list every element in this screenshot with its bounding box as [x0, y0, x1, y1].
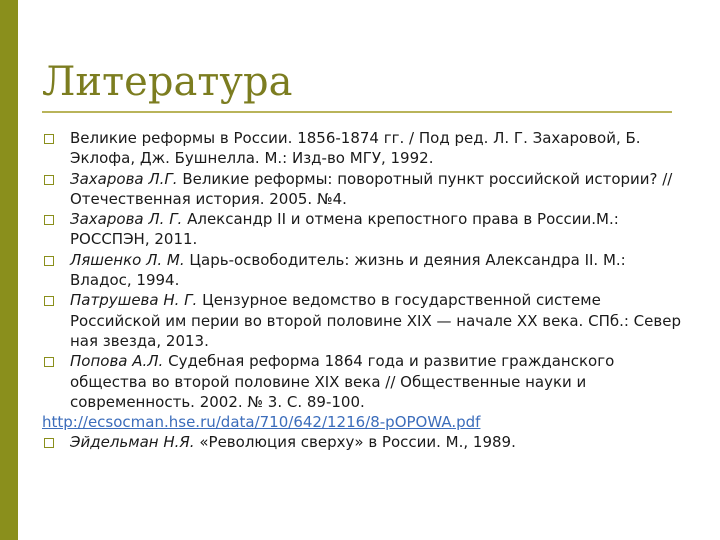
bibliography-item [42, 432, 692, 452]
source-link[interactable]: http://ecsocman.hse.ru/data/710/642/1216/8-pOPOWA.pdf [42, 413, 481, 432]
bibliography-item [42, 209, 692, 250]
slide-title: Литература [42, 59, 293, 105]
bibliography-list [42, 128, 692, 453]
hollow-square-bullet-icon [44, 256, 54, 266]
bibliography-item [42, 250, 692, 291]
item-author: Захарова Л.Г. [70, 169, 178, 188]
hollow-square-bullet-icon [44, 296, 54, 306]
item-author: Ляшенко Л. М. [70, 250, 185, 269]
bibliography-item [42, 128, 692, 169]
item-text: Великие реформы: поворотный пункт российской истории? // Отечественная история. 2005. №4. [70, 169, 673, 208]
item-author: Попова А.Л. [70, 352, 164, 371]
hollow-square-bullet-icon [44, 175, 54, 185]
hollow-square-bullet-icon [44, 438, 54, 448]
item-text: Великие реформы в России. 1856-1874 гг. / Под ред. Л. Г. Захаровой, Б. Эклофа, Дж. Бушнелла. М.: Изд-во МГУ, 1992. [70, 129, 641, 168]
bibliography-item [42, 290, 692, 351]
hollow-square-bullet-icon [44, 134, 54, 144]
item-author: Захарова Л. Г. [70, 210, 183, 229]
item-text: Царь-освободитель: жизнь и деяния Александра II. М.: Владос, 1994. [70, 250, 626, 290]
hollow-square-bullet-icon [44, 357, 54, 367]
bibliography-item [42, 351, 692, 412]
item-text: «Революция сверху» в России. М., 1989. [194, 433, 516, 452]
item-author: Патрушева Н. Г. [70, 291, 198, 310]
side-accent-bar [0, 0, 18, 540]
item-text: Судебная реформа 1864 года и развитие гражданского общества во второй половине XIX века // Общественные науки и современность. 2002. № 3. С. 89-100. [70, 352, 615, 411]
item-author: Эйдельман Н.Я. [70, 433, 195, 452]
item-text: Цензурное ведомство в государственной системе Российской им перии во второй половине XIX — начале XX века. СПб.: Север ная звезда, 2013. [70, 291, 681, 350]
title-underline [42, 111, 672, 113]
bibliography-item [42, 169, 692, 210]
hollow-square-bullet-icon [44, 215, 54, 225]
item-text: Александр II и отмена крепостного права в России.М.: РОССПЭН, 2011. [70, 210, 619, 249]
